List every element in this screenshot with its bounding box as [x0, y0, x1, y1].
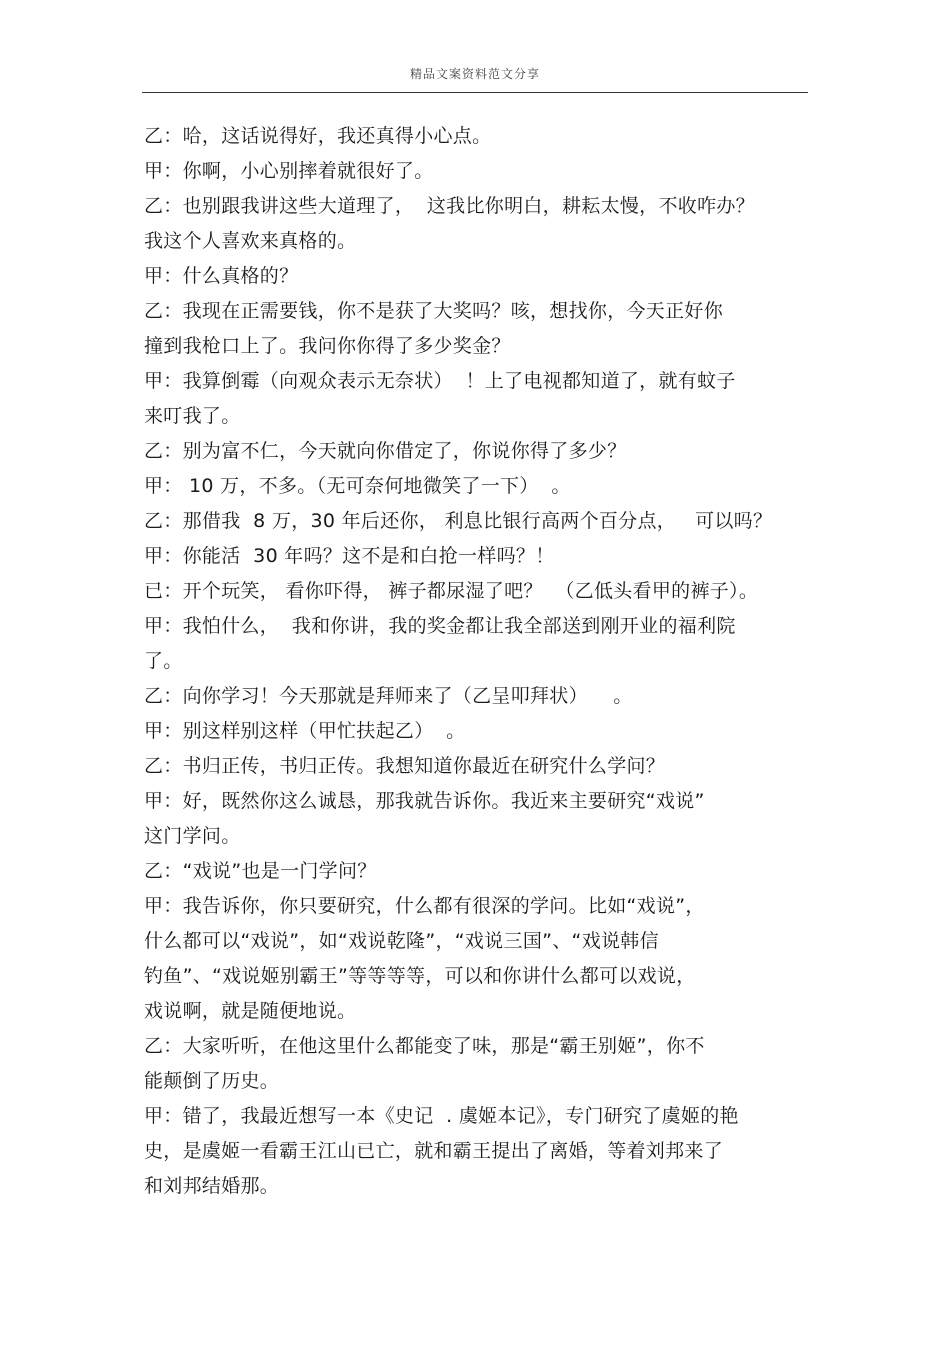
dialogue-line: 乙：那借我 8 万，30 年后还你， 利息比银行高两个百分点， 可以吗？	[144, 510, 773, 532]
dialogue-line: 能颠倒了历史。	[144, 1070, 280, 1092]
dialogue-line: 钓鱼”、“戏说姬别霸王”等等等等，可以和你讲什么都可以戏说，	[144, 965, 696, 987]
dialogue-line: 甲：我怕什么， 我和你讲，我的奖金都让我全部送到刚开业的福利院	[144, 615, 736, 637]
dialogue-line: 乙：向你学习！今天那就是拜师来了（乙呈叩拜状） 。	[144, 685, 633, 707]
dialogue-line: 乙：别为富不仁，今天就向你借定了，你说你得了多少？	[144, 440, 627, 462]
dialogue-line: 乙：书归正传，书归正传。我想知道你最近在研究什么学问？	[144, 755, 666, 777]
dialogue-line: 乙：我现在正需要钱，你不是获了大奖吗？咳，想找你，今天正好你	[144, 300, 724, 322]
dialogue-line: 戏说啊，就是随便地说。	[144, 1000, 357, 1022]
dialogue-line: 我这个人喜欢来真格的。	[144, 230, 357, 252]
dialogue-line: 甲：别这样别这样（甲忙扶起乙） 。	[144, 720, 466, 742]
dialogue-line: 乙：“戏说”也是一门学问？	[144, 860, 377, 882]
dialogue-line: 史，是虞姬一看霸王江山已亡，就和霸王提出了离婚，等着刘邦来了	[144, 1140, 724, 1162]
dialogue-line: 甲：我算倒霉（向观众表示无奈状） ！上了电视都知道了，就有蚊子	[144, 370, 736, 392]
page-header	[142, 60, 808, 93]
dialogue-line: 甲： 10 万，不多。（无可奈何地微笑了一下） 。	[144, 475, 571, 497]
dialogue-line: 乙：也别跟我讲这些大道理了， 这我比你明白，耕耘太慢，不收咋办？	[144, 195, 755, 217]
dialogue-line: 撞到我枪口上了。我问你你得了多少奖金？	[144, 335, 511, 357]
dialogue-line: 乙：哈，这话说得好，我还真得小心点。	[144, 125, 492, 147]
dialogue-line: 什么都可以“戏说”，如“戏说乾隆”，“戏说三国”、“戏说韩信	[144, 930, 659, 952]
dialogue-line: 甲：我告诉你，你只要研究，什么都有很深的学问。比如“戏说”，	[144, 895, 705, 917]
dialogue-line: 乙：大家听听，在他这里什么都能变了味，那是“霸王别姬”，你不	[144, 1035, 705, 1057]
dialogue-line: 这门学问。	[144, 825, 241, 847]
dialogue-line: 来叮我了。	[144, 405, 241, 427]
dialogue-line: 甲：你能活 30 年吗？这不是和白抢一样吗？！	[144, 545, 555, 567]
dialogue-line: 甲：好，既然你这么诚恳，那我就告诉你。我近来主要研究“戏说”	[144, 790, 705, 812]
dialogue-line: 已：开个玩笑， 看你吓得， 裤子都尿湿了吧？ （乙低头看甲的裤子）。	[144, 580, 759, 602]
dialogue-line: 甲：你啊，小心别摔着就很好了。	[144, 160, 434, 182]
dialogue-line: 了。	[144, 650, 183, 672]
document-body	[144, 119, 810, 1204]
dialogue-line: 甲：什么真格的？	[144, 265, 299, 287]
dialogue-line: 和刘邦结婚那。	[144, 1175, 280, 1197]
dialogue-line: 甲：错了，我最近想写一本《史记 . 虞姬本记》，专门研究了虞姬的艳	[144, 1105, 739, 1127]
header-title: 精品文案资料范文分享	[409, 67, 540, 81]
